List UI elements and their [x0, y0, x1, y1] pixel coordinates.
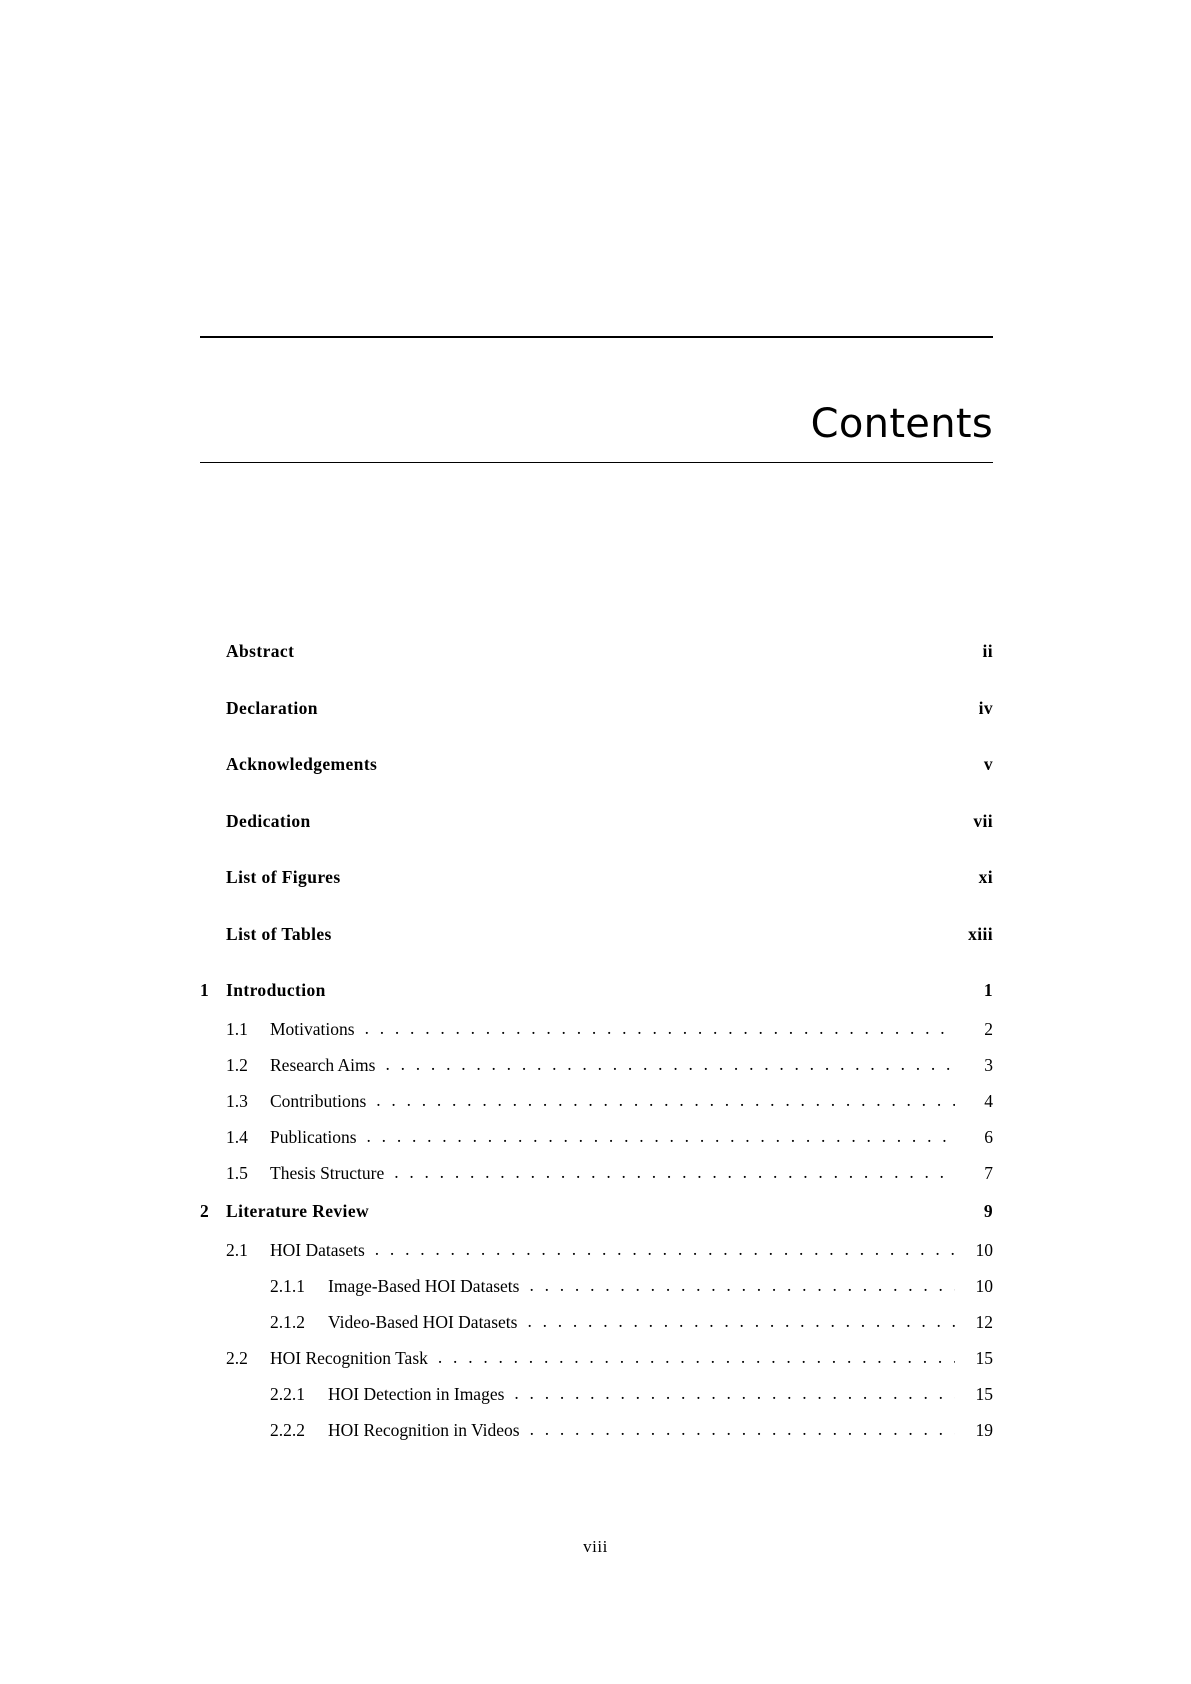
toc-section-title: Contributions — [270, 1091, 367, 1111]
toc-entry-title: Acknowledgements — [226, 754, 378, 774]
toc-section-page: 7 — [984, 1163, 993, 1183]
toc-subsection-number: 2.1.1 — [270, 1276, 305, 1296]
toc-entry-page: vii — [973, 810, 993, 831]
toc-front-matter-entry[interactable] — [200, 754, 993, 775]
toc-front-matter-entry[interactable] — [200, 641, 993, 662]
toc-section-number: 2.1 — [226, 1240, 248, 1260]
toc-subsection-entry[interactable] — [200, 1312, 993, 1333]
toc-chapter-number: 1 — [200, 980, 210, 1000]
toc-chapter-entry[interactable] — [200, 1201, 993, 1222]
toc-section-title: Research Aims — [270, 1055, 376, 1075]
contents-heading-block — [200, 336, 993, 463]
toc-section-entry[interactable] — [200, 1055, 993, 1076]
toc-section-entry[interactable] — [200, 1127, 993, 1148]
toc-entry-title: Abstract — [226, 641, 295, 661]
toc-subsection-title: Image-Based HOI Datasets — [328, 1276, 520, 1296]
toc-section-number: 1.5 — [226, 1163, 248, 1183]
toc-dot-leader — [438, 1347, 955, 1368]
toc-subsection-title: HOI Recognition in Videos — [328, 1420, 520, 1440]
toc-subsection-page: 10 — [975, 1276, 993, 1296]
toc-section-number: 2.2 — [226, 1348, 248, 1368]
toc-chapter-page: 9 — [983, 1201, 993, 1221]
toc-chapter-title: Literature Review — [226, 1201, 370, 1221]
toc-entry-title: Declaration — [226, 697, 318, 718]
toc-subsection-entry[interactable] — [200, 1420, 993, 1441]
toc-dot-leader — [376, 1090, 955, 1111]
page-folio: viii — [583, 1537, 608, 1556]
toc-subsection-number: 2.2.1 — [270, 1384, 305, 1404]
toc-subsection-number: 2.2.2 — [270, 1420, 305, 1440]
toc-section-title: HOI Recognition Task — [270, 1348, 428, 1368]
toc-dot-leader — [385, 1054, 955, 1075]
toc-dot-leader — [527, 1311, 955, 1332]
toc-section-number: 1.3 — [226, 1091, 248, 1111]
toc-section-page: 10 — [975, 1240, 993, 1260]
toc-entry-page: xiii — [968, 923, 993, 944]
toc-section-entry[interactable] — [200, 1091, 993, 1112]
toc-entry-page: iv — [978, 697, 993, 718]
toc-section-number: 1.4 — [226, 1127, 248, 1147]
toc-dot-leader — [530, 1419, 955, 1440]
toc-front-matter-entry[interactable] — [200, 811, 993, 832]
toc-section-title: Publications — [270, 1127, 357, 1147]
toc-section-title: Thesis Structure — [270, 1163, 385, 1183]
toc-entry-title: List of Figures — [226, 867, 341, 887]
page-title: Contents — [810, 400, 993, 447]
toc-section-entry[interactable] — [200, 1348, 993, 1369]
toc-section-page: 3 — [984, 1055, 993, 1075]
toc-section-number: 1.2 — [226, 1055, 248, 1075]
toc-dot-leader — [394, 1162, 955, 1183]
toc-dot-leader — [367, 1126, 955, 1147]
toc-subsection-title: Video-Based HOI Datasets — [328, 1312, 518, 1332]
toc-chapter-page: 1 — [983, 980, 993, 1000]
toc-subsection-entry[interactable] — [200, 1384, 993, 1405]
heading-rule-bottom — [200, 462, 993, 464]
toc-chapter-number: 2 — [200, 1201, 210, 1221]
toc-dot-leader — [514, 1383, 955, 1404]
toc-section-page: 2 — [984, 1019, 993, 1039]
toc-section-entry[interactable] — [200, 1163, 993, 1184]
toc-section-title: Motivations — [270, 1019, 355, 1039]
toc-subsection-page: 12 — [975, 1312, 993, 1332]
toc-front-matter-entry[interactable] — [200, 698, 993, 719]
toc-section-page: 15 — [975, 1348, 993, 1368]
toc-section-title: HOI Datasets — [270, 1240, 365, 1260]
toc-entry-page: ii — [982, 641, 993, 661]
table-of-contents — [200, 641, 993, 1456]
toc-subsection-number: 2.1.2 — [270, 1312, 305, 1332]
toc-dot-leader — [375, 1239, 955, 1260]
toc-chapter-entry[interactable] — [200, 980, 993, 1001]
toc-subsection-entry[interactable] — [200, 1276, 993, 1297]
toc-dot-leader — [365, 1018, 955, 1039]
toc-section-entry[interactable] — [200, 1019, 993, 1040]
toc-front-matter-entry[interactable] — [200, 924, 993, 945]
toc-entry-page: v — [983, 754, 993, 774]
toc-section-entry[interactable] — [200, 1240, 993, 1261]
toc-section-page: 6 — [984, 1127, 993, 1147]
toc-entry-page: xi — [978, 867, 993, 887]
toc-entry-title: List of Tables — [226, 923, 332, 944]
toc-front-matter-entry[interactable] — [200, 867, 993, 888]
toc-dot-leader — [529, 1275, 955, 1296]
toc-subsection-title: HOI Detection in Images — [328, 1384, 505, 1404]
toc-chapter-title: Introduction — [226, 980, 326, 1000]
toc-subsection-page: 19 — [975, 1420, 993, 1440]
toc-section-page: 4 — [984, 1091, 993, 1111]
toc-entry-title: Dedication — [226, 810, 311, 831]
toc-section-number: 1.1 — [226, 1019, 248, 1039]
toc-subsection-page: 15 — [975, 1384, 993, 1404]
